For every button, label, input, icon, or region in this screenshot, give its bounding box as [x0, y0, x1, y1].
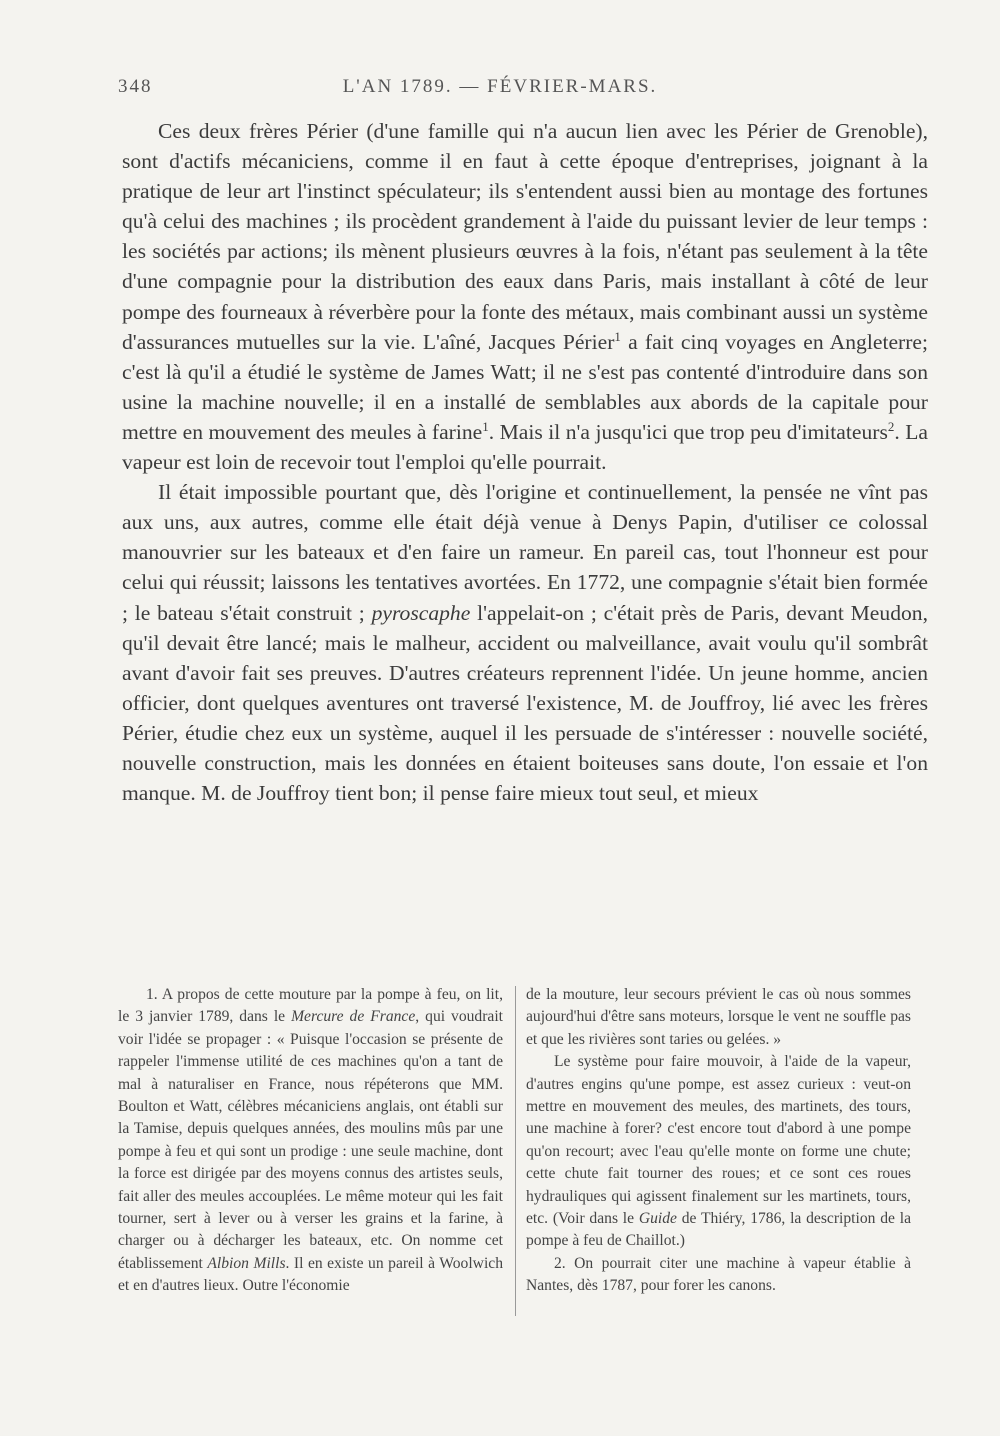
footnote-column-right	[526, 984, 911, 1298]
main-text	[122, 116, 928, 808]
footnote-continuation: de la mouture, leur secours prévient le cas où nous sommes aujourd'hui d'être sans moteurs, lorsque le vent ne souffle pas et que les rivières sont taries ou gelées. »	[526, 986, 911, 1048]
italic-title: Albion Mills	[207, 1254, 286, 1272]
page-header	[118, 72, 882, 106]
footnote	[118, 984, 503, 1298]
text-run: . Il en existe un pareil à Woolwich et en d'autres lieux. Outre l'économie	[118, 1254, 503, 1295]
italic-title: Mercure de France	[291, 1008, 416, 1026]
paragraph	[122, 477, 928, 808]
text-run: . La vapeur est loin de recevoir tout l'emploi qu'elle pourrait.	[122, 419, 928, 475]
page-number: 348	[118, 76, 153, 97]
footnote: 2. On pourrait citer une machine à vapeur établie à Nantes, dès 1787, pour forer les canons.	[526, 1254, 911, 1295]
text-run: 1. A propos de cette mouture par la pompe à feu, on lit, le 3 janvier 1789, dans le	[118, 986, 503, 1026]
paragraph	[122, 116, 928, 477]
italic-title: Guide	[638, 1210, 677, 1228]
text-run: . Mais il n'a jusqu'ici que trop peu d'imitateurs	[488, 419, 888, 444]
footnote-ref: 1	[614, 328, 621, 344]
text-run: Ces deux frères Périer (d'une famille qui n'a aucun lien avec les Périer de Grenoble), sont d'actifs mécaniciens, comme il en faut à cette époque d'entreprises, joignant à la pratique de leur art l'instinct spéculateur; ils s'entendent aussi bien au montage des fortunes qu'à celui des machines ; ils procèdent grandement à l'aide du puissant levier de leur temps : les sociétés par actions; ils mènent plusieurs œuvres à la fois, n'étant pas seulement à la tête d'une compagnie pour la distribution des eaux dans Paris, mais installant à côté de leur pompe des fourneaux à réverbère pour la fonte des métaux, mais combinant aussi un système d'assurances mutuelles sur la vie. L'aîné, Jacques Périer	[122, 119, 928, 354]
text-run: Le système pour faire mouvoir, à l'aide de la vapeur, d'autres engins qu'une pompe, est assez curieux : veut-on mettre en mouvement des meules, des martinets, des tours, une machine à forer? c'est encore tout d'abord à une pompe qu'on recourt; avec l'eau qu'elle monte on forme une chute; cette chute fait tourner des roues; et ce sont ces roues hydrauliques qui agissent finalement sur les martinets, tours, etc. (Voir dans le	[526, 1053, 911, 1228]
footnote-ref: 1	[482, 418, 489, 434]
footnote	[526, 1051, 911, 1253]
text-run: l'appelait-on ; c'était près de Paris, devant Meudon, qu'il devait être lancé; mais le malheur, accident ou malveillance, avait voulu qu'il sombrât avant d'avoir fait ses preuves. D'autres créateurs reprennent l'idée. Un jeune homme, ancien officier, dont quelques aventures ont traversé l'existence, M. de Jouffroy, lié avec les frères Périer, étudie chez eux un système, auquel il les persuade de s'intéresser : nouvelle société, nouvelle construction, mais les données en étaient boiteuses sans doute, l'on essaie et l'on manque. M. de Jouffroy tient bon; il pense faire mieux tout seul, et mieux	[122, 600, 928, 806]
italic-term: pyroscaphe	[371, 600, 471, 625]
text-run: , qui voudrait voir l'idée se propager : « Puisque l'occasion se présente de rappeler l'immense utilité de ces machines qu'on a tant de mal à naturaliser en France, nous répéterons que MM. Boulton et Watt, célèbres mécaniciens anglais, ont établi sur la Tamise, depuis quelques années, des moulins mûs par une pompe à feu et qui sont un prodige : une seule machine, dont la force est dirigée par des moyens connus des artistes seuls, fait aller des meules accouplées. Le même moteur qui les fait tourner, sert à lever ou à verser les grains et la farine, à charger ou à décharger les bateaux, etc. On nomme cet établissement	[118, 1008, 504, 1272]
text-run: de Thiéry, 1786, la description de la pompe à feu de Chaillot.)	[526, 1210, 911, 1250]
footnote-column-left	[118, 984, 503, 1298]
running-title: L'AN 1789. — FÉVRIER-MARS.	[342, 76, 658, 97]
text-run: Il était impossible pourtant que, dès l'origine et continuellement, la pensée ne vînt pas aux uns, aux autres, comme elle était déjà venue à Denys Papin, d'utiliser ce colossal manouvrier sur les bateaux et d'en faire un rameur. En pareil cas, tout l'honneur est pour celui qui réussit; laissons les tentatives avortées. En 1772, une compagnie s'était bien formée ; le bateau s'était construit ;	[122, 480, 928, 625]
text-run: a fait cinq voyages en Angleterre; c'est là qu'il a étudié le système de James Watt; il ne s'est pas contenté d'introduire dans son usine la machine nouvelle; il en a installé de semblables aux abords de la capitale pour mettre en mouvement des meules à farine	[122, 329, 928, 444]
footnote-ref: 2	[887, 418, 895, 434]
footnote-divider	[515, 986, 516, 1316]
